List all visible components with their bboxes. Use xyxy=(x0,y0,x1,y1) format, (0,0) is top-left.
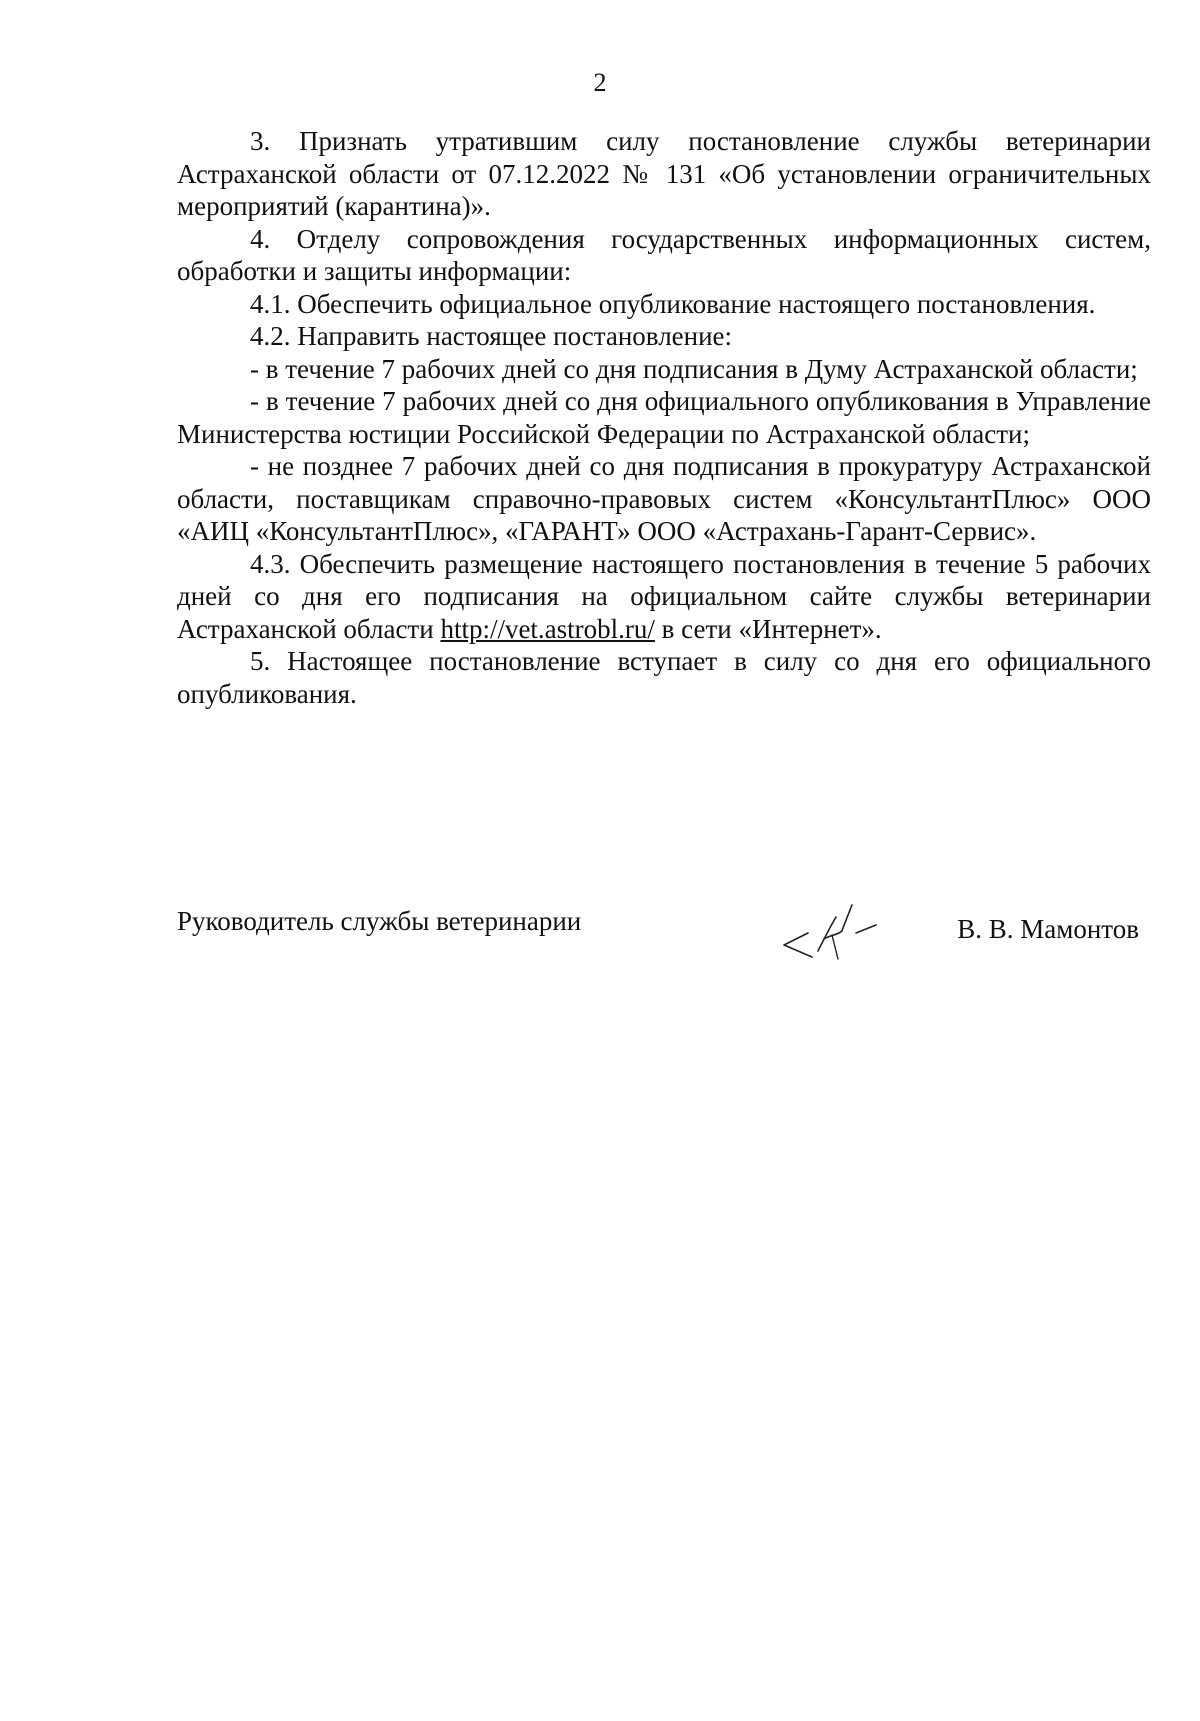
signer-title: Руководитель службы ветеринарии xyxy=(177,906,582,936)
signature-block xyxy=(177,895,1151,975)
paragraph-4-1: 4.1. Обеспечить официальное опубликование настоящего постановления. xyxy=(250,288,1096,319)
paragraph-4-2: 4.2. Направить настоящее постановление: xyxy=(250,321,733,351)
list-item-prosecutor: - не позднее 7 рабочих дней со дня подписания в прокуратуру Астраханской области, поставщикам справочно-правовых систем «КонсультантПлюс» ООО «АИЦ «КонсультантПлюс», «ГАРАНТ» ООО «Астрахань-Гарант-Сервис». xyxy=(177,451,1151,546)
list-item-duma: - в течение 7 рабочих дней со дня подписания в Думу Астраханской области; xyxy=(250,353,1138,384)
signer-name: В. В. Мамонтов xyxy=(957,914,1139,944)
paragraph-3: 3. Признать утратившим силу постановление службы ветеринарии Астраханской области от 07.12.2022 № 131 «Об установлении ограничительных мероприятий (карантина)». xyxy=(177,126,1151,221)
handwritten-signature xyxy=(772,895,892,965)
paragraph-4-3 xyxy=(177,548,1151,646)
website-link[interactable]: http://vet.astrobl.ru/ xyxy=(440,613,655,644)
paragraph-4: 4. Отделу сопровождения государственных информационных систем, обработки и защиты информации: xyxy=(177,223,1151,286)
paragraph-4-3-tail: в сети «Интернет». xyxy=(654,613,882,644)
list-item-ministry: - в течение 7 рабочих дней со дня официального опубликования в Управление Министерства юстиции Российской Федерации по Астраханской области; xyxy=(177,386,1151,449)
paragraph-4-3-text: 4.3. Обеспечить размещение настоящего постановления в течение 5 рабочих дней со дня его подписания на официальном сайте службы ветеринарии Астраханской области xyxy=(177,548,1151,644)
paragraph-5: 5. Настоящее постановление вступает в силу со дня его официального опубликования. xyxy=(177,646,1151,709)
document-body xyxy=(177,125,1151,710)
page-number: 2 xyxy=(593,68,607,97)
